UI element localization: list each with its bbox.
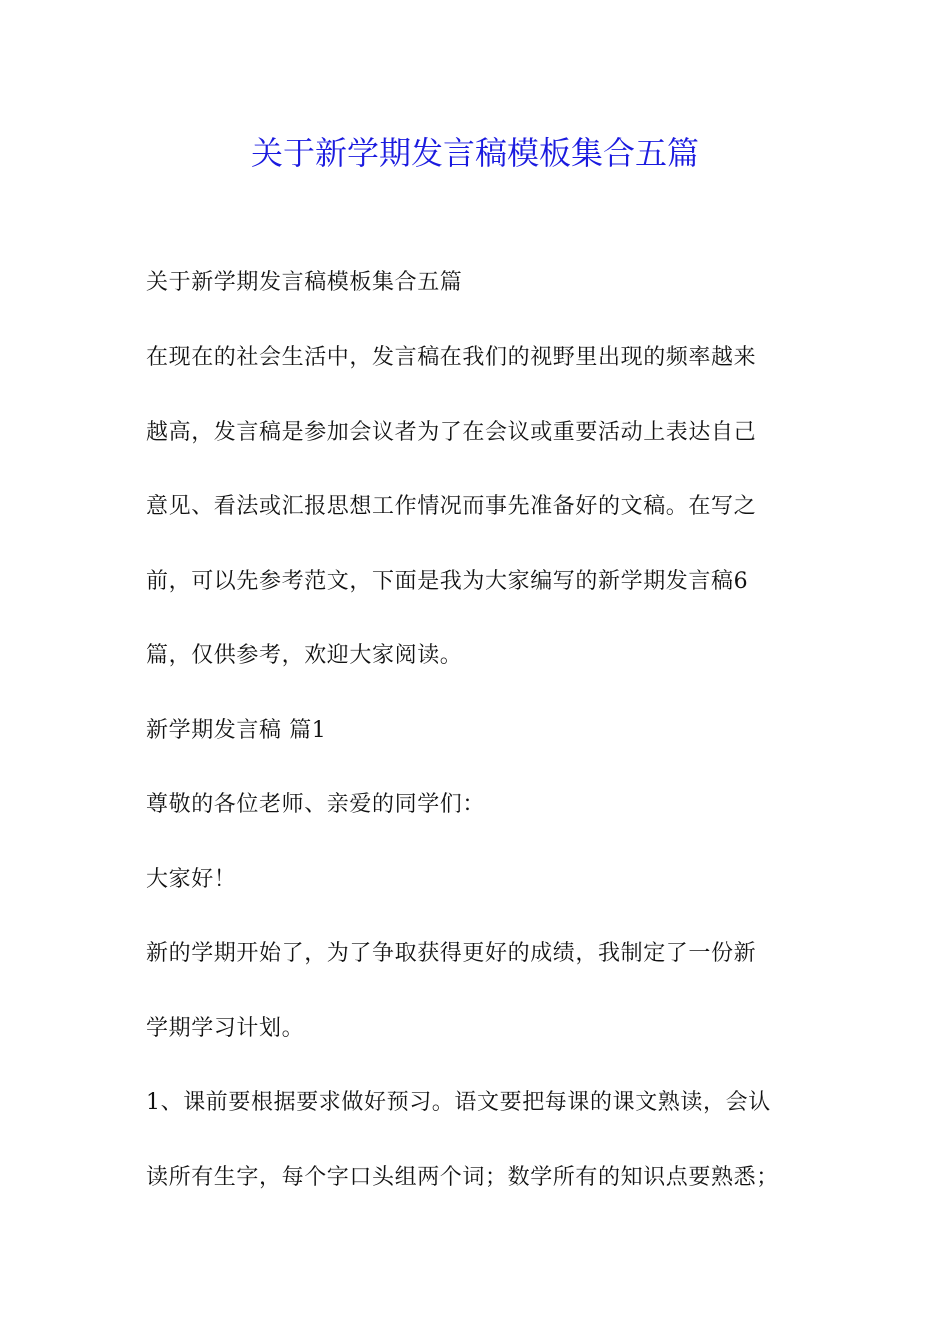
paragraph-line: 意见、看法或汇报思想工作情况而事先准备好的文稿。在写之	[146, 494, 757, 519]
subtitle-line: 关于新学期发言稿模板集合五篇	[146, 270, 463, 295]
paragraph-line: 前，可以先参考范文，下面是我为大家编写的新学期发言稿6	[146, 569, 749, 594]
document-title: 关于新学期发言稿模板集合五篇	[250, 134, 699, 172]
paragraph-line: 1、课前要根据要求做好预习。语文要把每课的课文熟读，会认	[146, 1090, 771, 1115]
salutation-line: 尊敬的各位老师、亲爱的同学们：	[146, 792, 486, 817]
paragraph-line: 新的学期开始了，为了争取获得更好的成绩，我制定了一份新	[146, 941, 757, 966]
section-heading: 新学期发言稿 篇1	[146, 718, 327, 743]
paragraph-line: 在现在的社会生活中，发言稿在我们的视野里出现的频率越来	[146, 345, 757, 370]
greeting-line: 大家好！	[146, 867, 237, 892]
paragraph-line: 读所有生字，每个字口头组两个词；数学所有的知识点要熟悉；	[146, 1165, 779, 1190]
paragraph-line: 越高，发言稿是参加会议者为了在会议或重要活动上表达自己	[146, 420, 757, 445]
paragraph-line: 篇，仅供参考，欢迎大家阅读。	[146, 643, 463, 668]
paragraph-line: 学期学习计划。	[146, 1016, 305, 1041]
